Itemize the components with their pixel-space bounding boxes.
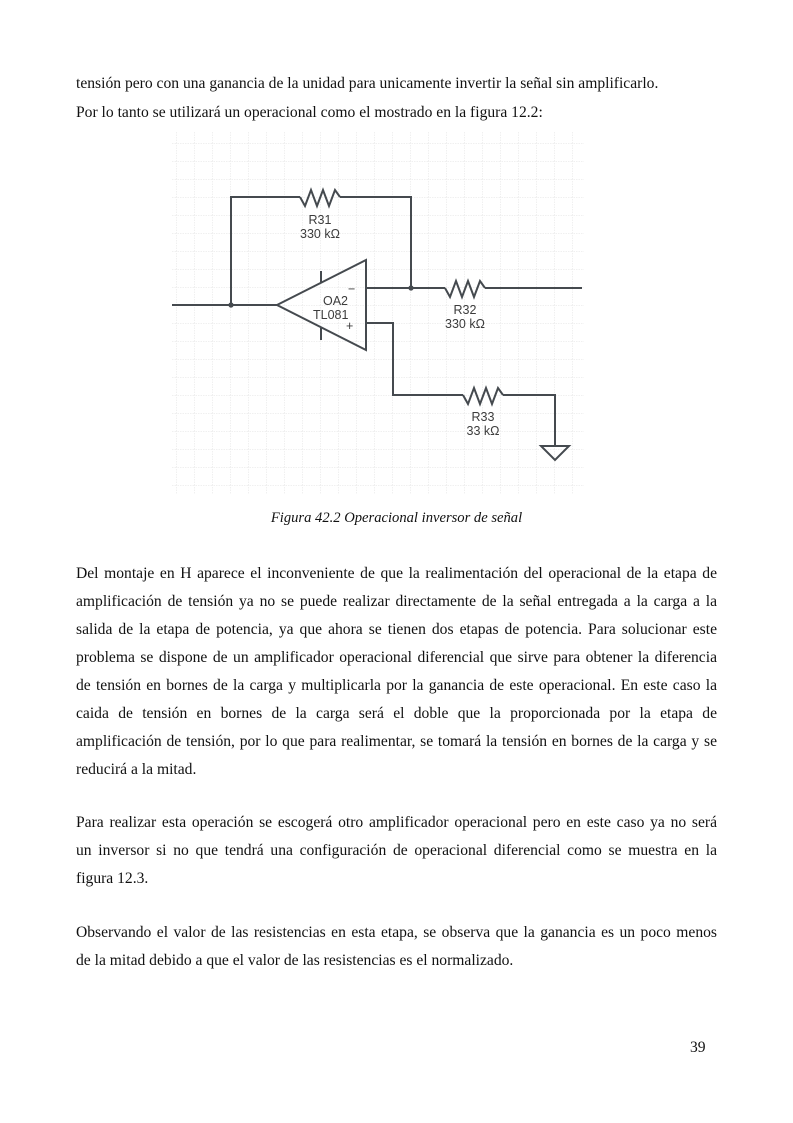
paragraph-line: de tensión en bornes de la carga y multiplicarla por la ganancia de este operacional. En este caso la: [76, 677, 717, 694]
paragraph-line: de la mitad debido a que el valor de las resistencias es el normalizado.: [76, 952, 514, 969]
r33-name: R33: [471, 410, 495, 424]
paragraph-line: amplificación de tensión ya no se puede realizar directamente de la señal entregada a la carga a la: [76, 593, 717, 610]
paragraph-line: Observando el valor de las resistencias en esta etapa, se observa que la ganancia es un poco menos: [76, 924, 717, 941]
opamp-plus-sign: +: [346, 319, 354, 333]
paragraph-line: salida de la etapa de potencia, ya que ahora se tienen dos etapas de potencia. Para solucionar este: [76, 621, 717, 638]
paragraph-line: Del montaje en H aparece el inconveniente de que la realimentación del operacional de la etapa de: [76, 565, 717, 582]
r31-name: R31: [308, 213, 332, 227]
paragraph-line: amplificación de tensión, por lo que para realimentar, se tomará la tensión en bornes de la carga y se: [76, 733, 717, 750]
intro-line-1: tensión pero con una ganancia de la unidad para unicamente invertir la señal sin amplificarlo.: [76, 75, 659, 92]
junction-dot: [228, 302, 233, 307]
r31-value: 330 kΩ: [300, 227, 340, 241]
paragraph-line: Para realizar esta operación se escogerá otro amplificador operacional pero en este caso ya no será: [76, 814, 717, 831]
opamp-name: OA2: [323, 294, 349, 308]
paragraph-line: caida de tensión en bornes de la carga será el doble que la proporcionada por la etapa de: [76, 705, 717, 722]
junction-dot: [408, 285, 413, 290]
r33-value: 33 kΩ: [466, 424, 500, 438]
paragraph-line: reducirá a la mitad.: [76, 761, 197, 778]
circuit-figure: [170, 130, 590, 500]
opamp-minus-sign: −: [348, 282, 356, 296]
intro-line-2: Por lo tanto se utilizará un operacional como el mostrado en la figura 12.2:: [76, 104, 543, 121]
opamp-model: TL081: [313, 308, 349, 322]
grid-background: [172, 132, 584, 494]
paragraph-line: problema se dispone de un amplificador operacional diferencial que sirve para obtener la diferencia: [76, 649, 717, 666]
paragraph-line: un inversor si no que tendrá una configuración de operacional diferencial como se muestra en la: [76, 842, 717, 859]
paragraph-line: figura 12.3.: [76, 870, 149, 887]
page-number: 39: [690, 1039, 706, 1056]
r32-name: R32: [453, 303, 477, 317]
r32-value: 330 kΩ: [445, 317, 485, 331]
figure-caption: Figura 42.2 Operacional inversor de señal: [270, 510, 523, 526]
